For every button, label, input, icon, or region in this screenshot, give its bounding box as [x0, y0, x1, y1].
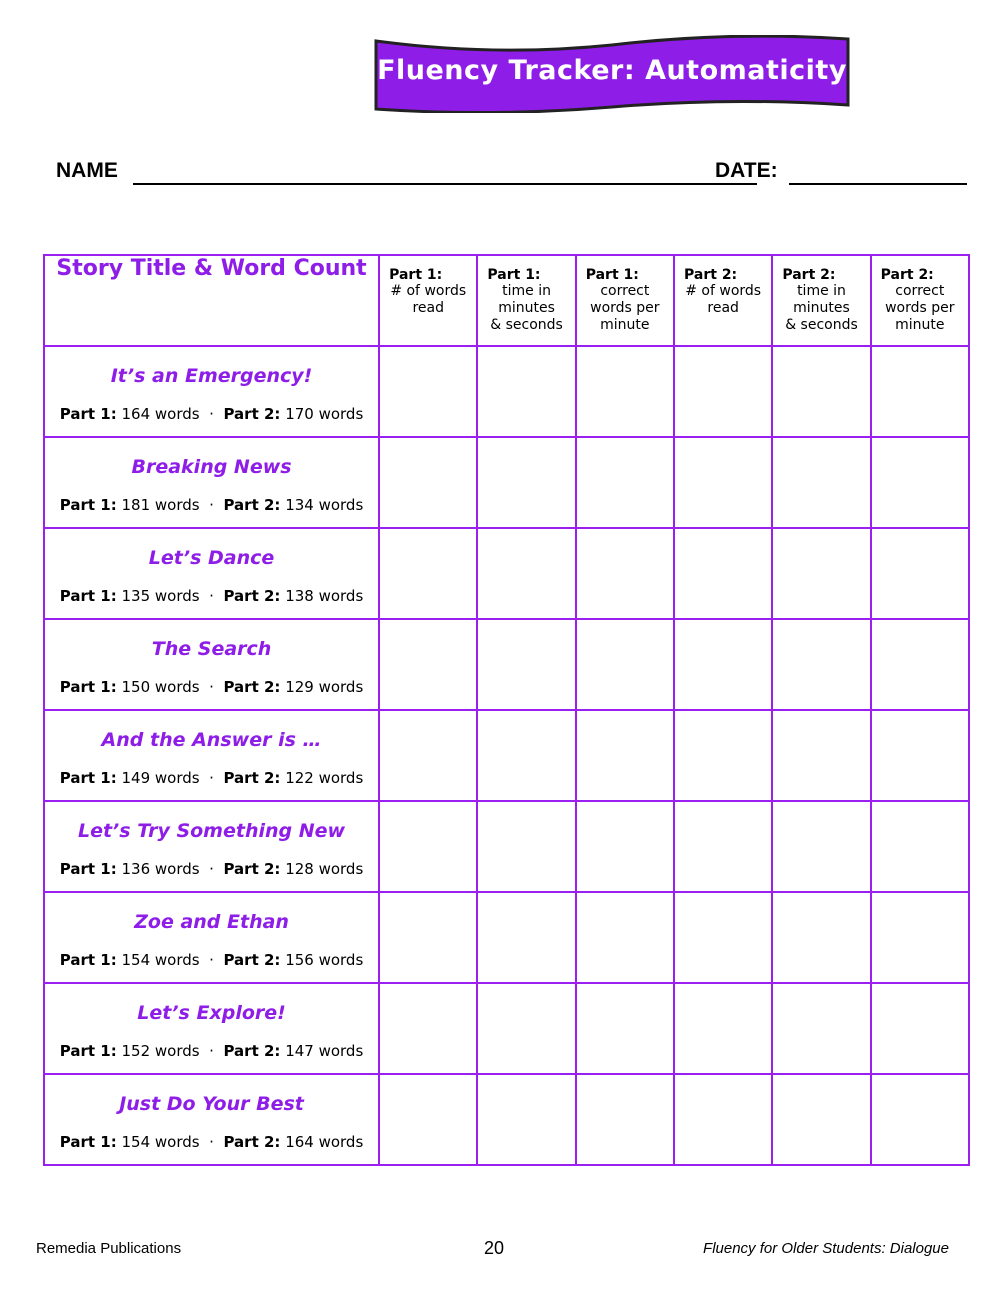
date-label: DATE:	[715, 159, 778, 182]
entry-cell[interactable]	[772, 983, 870, 1074]
entry-cell[interactable]	[379, 528, 477, 619]
story-word-counts: Part 1: 181 words · Part 2: 134 words	[59, 496, 364, 514]
entry-cell[interactable]	[477, 710, 575, 801]
part2-label: Part 2:	[223, 860, 281, 878]
part1-word-count: 150 words	[121, 678, 200, 696]
part2-label: Part 2:	[223, 1133, 281, 1151]
story-title: And the Answer is …	[101, 729, 322, 751]
part2-label: Part 2:	[223, 1042, 281, 1060]
part1-label: Part 1:	[59, 496, 117, 514]
table-header-row	[44, 255, 969, 346]
part1-word-count: 154 words	[121, 951, 200, 969]
entry-cell[interactable]	[576, 437, 674, 528]
entry-cell[interactable]	[379, 437, 477, 528]
name-label: NAME	[56, 159, 118, 182]
story-cell	[44, 619, 379, 710]
story-title: Just Do Your Best	[119, 1093, 304, 1115]
table-row	[44, 528, 969, 619]
column-header-sub: time in minutes & seconds	[785, 283, 858, 333]
entry-cell[interactable]	[477, 437, 575, 528]
column-header-title: Part 2:	[782, 267, 836, 283]
footer-book-title: Fluency for Older Students: Dialogue	[703, 1240, 949, 1257]
story-word-counts: Part 1: 154 words · Part 2: 164 words	[59, 1133, 364, 1151]
story-word-counts: Part 1: 149 words · Part 2: 122 words	[59, 769, 364, 787]
entry-cell[interactable]	[871, 619, 969, 710]
entry-cell[interactable]	[871, 801, 969, 892]
part2-label: Part 2:	[223, 769, 281, 787]
part1-word-count: 135 words	[121, 587, 200, 605]
part1-label: Part 1:	[59, 1042, 117, 1060]
entry-cell[interactable]	[772, 710, 870, 801]
part2-label: Part 2:	[223, 496, 281, 514]
story-word-counts: Part 1: 136 words · Part 2: 128 words	[59, 860, 364, 878]
entry-cell[interactable]	[871, 437, 969, 528]
entry-cell[interactable]	[674, 983, 772, 1074]
entry-cell[interactable]	[576, 892, 674, 983]
part1-word-count: 136 words	[121, 860, 200, 878]
story-cell	[44, 801, 379, 892]
story-cell	[44, 710, 379, 801]
story-cell	[44, 892, 379, 983]
entry-cell[interactable]	[477, 892, 575, 983]
entry-cell[interactable]	[772, 437, 870, 528]
entry-cell[interactable]	[576, 801, 674, 892]
part1-label: Part 1:	[59, 860, 117, 878]
column-header	[772, 255, 870, 346]
story-word-counts: Part 1: 154 words · Part 2: 156 words	[59, 951, 364, 969]
entry-cell[interactable]	[871, 892, 969, 983]
fluency-table	[43, 254, 970, 1166]
entry-cell[interactable]	[576, 619, 674, 710]
entry-cell[interactable]	[477, 983, 575, 1074]
entry-cell[interactable]	[772, 619, 870, 710]
table-row	[44, 983, 969, 1074]
table-row	[44, 801, 969, 892]
story-word-counts: Part 1: 164 words · Part 2: 170 words	[59, 405, 364, 423]
entry-cell[interactable]	[871, 1074, 969, 1165]
column-header-title: Part 2:	[684, 267, 738, 283]
part1-label: Part 1:	[59, 769, 117, 787]
part1-word-count: 154 words	[121, 1133, 200, 1151]
story-title: Breaking News	[131, 456, 292, 478]
part1-label: Part 1:	[59, 1133, 117, 1151]
entry-cell[interactable]	[674, 619, 772, 710]
part2-word-count: 134 words	[285, 496, 364, 514]
entry-cell[interactable]	[477, 1074, 575, 1165]
entry-cell[interactable]	[674, 437, 772, 528]
entry-cell[interactable]	[772, 346, 870, 437]
part2-word-count: 164 words	[285, 1133, 364, 1151]
column-header-sub: correct words per minute	[885, 283, 955, 333]
part1-label: Part 1:	[59, 405, 117, 423]
name-date-line	[56, 159, 968, 189]
column-header-title: Part 1:	[585, 267, 639, 283]
column-header-title: Part 1:	[389, 267, 443, 283]
story-title: It’s an Emergency!	[110, 365, 313, 387]
date-field[interactable]	[789, 183, 967, 185]
column-header-sub: time in minutes & seconds	[490, 283, 563, 333]
entry-cell[interactable]	[379, 1074, 477, 1165]
entry-cell[interactable]	[674, 710, 772, 801]
story-title: Let’s Dance	[148, 547, 275, 569]
column-header-sub: # of words read	[685, 283, 762, 316]
entry-cell[interactable]	[379, 619, 477, 710]
story-cell	[44, 437, 379, 528]
part2-label: Part 2:	[223, 405, 281, 423]
entry-cell[interactable]	[674, 1074, 772, 1165]
part2-word-count: 138 words	[285, 587, 364, 605]
entry-cell[interactable]	[477, 346, 575, 437]
table-row	[44, 1074, 969, 1165]
footer-publisher: Remedia Publications	[36, 1240, 182, 1257]
entry-cell[interactable]	[379, 892, 477, 983]
entry-cell[interactable]	[772, 1074, 870, 1165]
page-title: Fluency Tracker: Automaticity	[377, 55, 847, 86]
part1-word-count: 152 words	[121, 1042, 200, 1060]
part1-label: Part 1:	[59, 587, 117, 605]
column-header-sub: correct words per minute	[590, 283, 660, 333]
name-field[interactable]	[133, 183, 757, 185]
part1-label: Part 1:	[59, 678, 117, 696]
story-title: Let’s Try Something New	[77, 820, 346, 842]
entry-cell[interactable]	[576, 528, 674, 619]
entry-cell[interactable]	[871, 528, 969, 619]
story-cell	[44, 528, 379, 619]
entry-cell[interactable]	[871, 710, 969, 801]
part2-label: Part 2:	[223, 678, 281, 696]
part1-label: Part 1:	[59, 951, 117, 969]
entry-cell[interactable]	[576, 710, 674, 801]
column-header	[477, 255, 575, 346]
story-title: The Search	[151, 638, 272, 660]
story-cell	[44, 1074, 379, 1165]
table-row	[44, 892, 969, 983]
story-word-counts: Part 1: 135 words · Part 2: 138 words	[59, 587, 364, 605]
table-row	[44, 437, 969, 528]
part1-word-count: 164 words	[121, 405, 200, 423]
part2-label: Part 2:	[223, 951, 281, 969]
story-word-counts: Part 1: 152 words · Part 2: 147 words	[59, 1042, 364, 1060]
entry-cell[interactable]	[379, 801, 477, 892]
entry-cell[interactable]	[772, 528, 870, 619]
story-cell	[44, 983, 379, 1074]
story-cell	[44, 346, 379, 437]
part2-word-count: 156 words	[285, 951, 364, 969]
entry-cell[interactable]	[379, 710, 477, 801]
entry-cell[interactable]	[477, 619, 575, 710]
entry-cell[interactable]	[674, 346, 772, 437]
title-banner	[374, 35, 850, 113]
entry-cell[interactable]	[576, 346, 674, 437]
entry-cell[interactable]	[772, 892, 870, 983]
part1-word-count: 181 words	[121, 496, 200, 514]
table-row	[44, 710, 969, 801]
story-title: Let’s Explore!	[137, 1002, 286, 1024]
part2-word-count: 147 words	[285, 1042, 364, 1060]
entry-cell[interactable]	[871, 983, 969, 1074]
column-header	[871, 255, 969, 346]
footer-page-number: 20	[484, 1238, 505, 1258]
table-row	[44, 619, 969, 710]
entry-cell[interactable]	[477, 528, 575, 619]
entry-cell[interactable]	[379, 346, 477, 437]
table-row	[44, 346, 969, 437]
column-header	[379, 255, 477, 346]
story-word-counts: Part 1: 150 words · Part 2: 129 words	[59, 678, 364, 696]
entry-cell[interactable]	[772, 801, 870, 892]
entry-cell[interactable]	[674, 528, 772, 619]
column-header-sub: # of words read	[390, 283, 467, 316]
entry-cell[interactable]	[379, 983, 477, 1074]
entry-cell[interactable]	[871, 346, 969, 437]
column-header	[576, 255, 674, 346]
entry-cell[interactable]	[674, 801, 772, 892]
part2-word-count: 170 words	[285, 405, 364, 423]
part2-word-count: 129 words	[285, 678, 364, 696]
entry-cell[interactable]	[477, 801, 575, 892]
entry-cell[interactable]	[674, 892, 772, 983]
part1-word-count: 149 words	[121, 769, 200, 787]
entry-cell[interactable]	[576, 1074, 674, 1165]
story-title: Zoe and Ethan	[134, 911, 289, 933]
column-header	[674, 255, 772, 346]
column-header-title: Part 2:	[880, 267, 934, 283]
column-header-title: Part 1:	[487, 267, 541, 283]
part2-word-count: 122 words	[285, 769, 364, 787]
entry-cell[interactable]	[576, 983, 674, 1074]
part2-word-count: 128 words	[285, 860, 364, 878]
part2-label: Part 2:	[223, 587, 281, 605]
story-column-header: Story Title & Word Count	[44, 255, 379, 346]
